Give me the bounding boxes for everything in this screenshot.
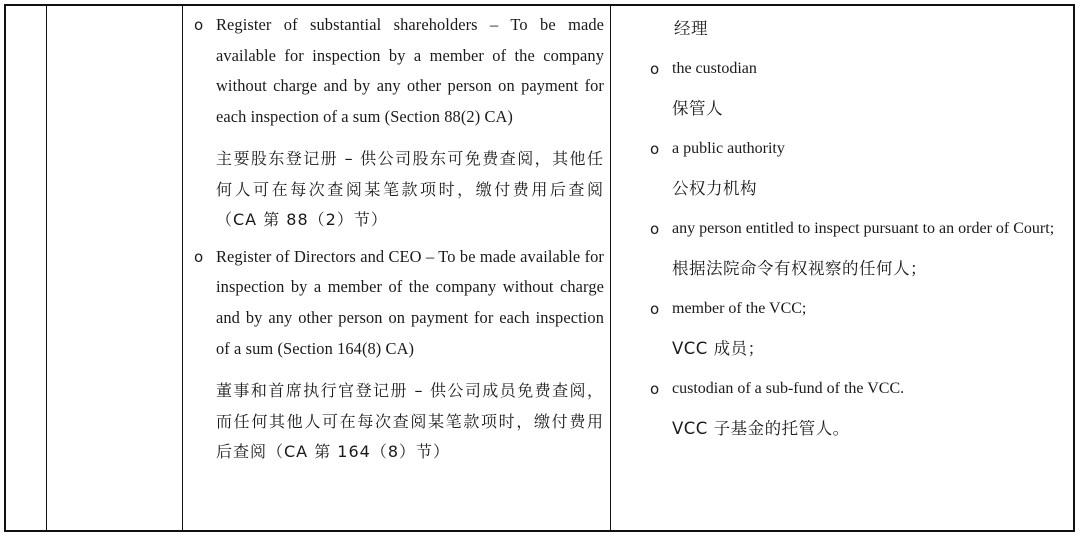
court-order-person-zh: 根据法院命令有权视察的任何人； [672, 259, 927, 278]
column-divider [46, 6, 47, 530]
circle-bullet-icon: o [194, 16, 204, 34]
sub-fund-custodian-en: custodian of a sub-fund of the VCC. [672, 380, 905, 397]
list-item [642, 54, 1072, 124]
court-order-person-en: any person entitled to inspect pursuant to an order of Court; [672, 220, 1055, 237]
register-directors-ceo-zh: 董事和首席执行官登记册 – 供公司成员免费查阅，而任何其他人可在每次查阅某笔款项时，缴付费用后查阅（CA 第 164（8）节） [216, 381, 604, 462]
vcc-member-zh: VCC 成员； [672, 339, 765, 358]
public-authority-zh: 公权力机构 [672, 179, 757, 198]
custodian-en: the custodian [672, 60, 757, 77]
circle-bullet-icon: o [194, 247, 204, 266]
custodian-zh: 保管人 [672, 99, 723, 118]
circle-bullet-icon: o [650, 60, 660, 78]
document-table [4, 4, 1075, 532]
register-directors-ceo-en: Register of Directors and CEO – To be made available for inspection by a member of the company without charge and by any other person on payment for each inspection of a sum (Section 164(8) CA) [216, 246, 604, 358]
middle-column [186, 10, 604, 468]
list-item [642, 134, 1072, 204]
list-item [186, 10, 604, 236]
register-substantial-shareholders-zh: 主要股东登记册 – 供公司股东可免费查阅，其他任何人可在每次查阅某笔款项时，缴付费用后查阅（CA 第 88（2）节） [216, 149, 604, 230]
register-substantial-shareholders-en: Register of substantial shareholders – To be made available for inspection by a member of the company without charge and by any other person on payment for each inspection of a sum (Section 88(2) CA) [216, 15, 604, 126]
list-item [642, 374, 1072, 444]
sub-fund-custodian-zh: VCC 子基金的托管人。 [672, 419, 850, 438]
column-divider [182, 6, 183, 530]
circle-bullet-icon: o [650, 380, 660, 398]
public-authority-en: a public authority [672, 140, 785, 157]
list-item [642, 214, 1072, 284]
circle-bullet-icon: o [650, 140, 660, 158]
vcc-member-en: member of the VCC; [672, 300, 807, 317]
circle-bullet-icon: o [650, 220, 660, 238]
right-column [642, 14, 1072, 444]
list-item [186, 242, 604, 468]
list-item [642, 294, 1072, 364]
circle-bullet-icon: o [650, 300, 660, 318]
column-divider [610, 6, 611, 530]
manager-zh: 经理 [674, 19, 708, 38]
